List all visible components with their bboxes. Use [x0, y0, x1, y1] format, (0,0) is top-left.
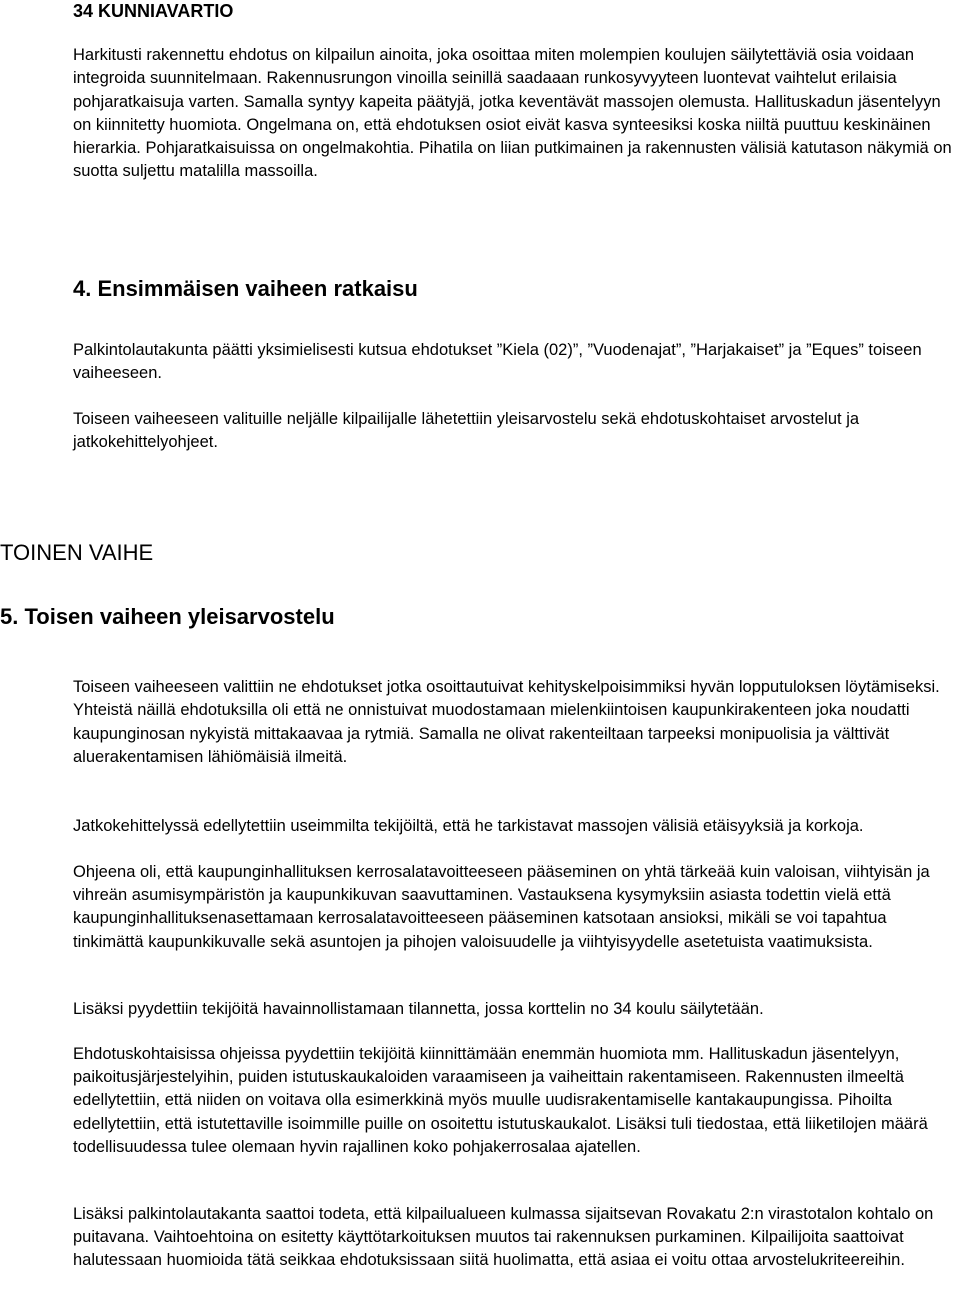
heading-section-4: 4. Ensimmäisen vaiheen ratkaisu	[73, 276, 418, 301]
paragraph-section-5-school: Lisäksi pyydettiin tekijöitä havainnollistamaan tilannetta, jossa korttelin no 34 koulu säilytetään.	[73, 1000, 764, 1018]
paragraph-section-5-distances: Jatkokehittelyssä edellytettiin useimmilta tekijöiltä, että he tarkistavat massojen välisiä etäisyyksiä ja korkoja.	[73, 817, 864, 835]
heading-proposal-34: 34 KUNNIAVARTIO	[73, 1, 234, 21]
paragraph-section-5-selection: Toiseen vaiheeseen valittiin ne ehdotukset jotka osoittautuivat kehityskelpoisimmiksi hyvän lopputuloksen löytämiseksi. Yhteistä näillä ehdotuksilla oli että ne onnistuivat muodostamaan mielenkiintoisen kaupunkirakenteen joka noudatti kaupunginosan nykyistä mittakaavaa ja rytmiä. Samalla ne olivat rakenteiltaan tarpeeksi monipuolisia ja välttivät aluerakentamisen lähiömäisiä ilmeitä.	[73, 678, 940, 766]
paragraph-proposal-34-review: Harkitusti rakennettu ehdotus on kilpailun ainoita, joka osoittaa miten molempien koulujen säilytettäviä osia voidaan integroida suunnitelmaan. Rakennusrungon vinoilla seinillä saadaaan runkosyvyyteen luontevat vaihtelut erilaisia pohjaratkaisuja varten. Samalla syntyy kapeita päätyjä, jotka keventävät massojen olemusta. Hallituskadun jäsentelyyn on kiinnitetty huomiota. Ongelmana on, että ehdotuksen osiot eivät kasva synteesiksi koska niiltä puuttuu keskinäinen hierarkia. Pohjaratkaisuissa on ongelmakohtia. Pihatila on liian putkimainen ja rakennusten välisiä katutason näkymiä on suotta suljettu matalilla massoilla.	[73, 46, 952, 181]
paragraph-section-5-instructions: Ohjeena oli, että kaupunginhallituksen kerrosalatavoitteeseen pääseminen on yhtä tärkeää kuin valoisan, viihtyisän ja vihreän asumisympäristön ja kaupunkikuvan saavuttaminen. Vastauksena kysymyksiin asiasta todettin vielä että kaupunginhallituksenasettamaan kerrosalatavoitteeseen pääseminen katsotaan ansioksi, mikäli se voi tapahtua tinkimättä kaupunkikuvalle sekä asuntojen ja pihojen valoisuudelle ja viihtyisyydelle asetetuista vaatimuksista.	[73, 863, 930, 951]
heading-phase-two: TOINEN VAIHE	[0, 540, 154, 565]
paragraph-section-5-office-building: Lisäksi palkintolautakanta saattoi todeta, että kilpailualueen kulmassa sijaitsevan Rovakatu 2:n virastotalon kohtalo on puitavana. Vaihtoehtoina on esitetty käyttötarkoituksen muutos tai rakennuksen purkaminen. Kilpailijoita saattoivat halutessaan huomioida tätä seikkaa ehdotuksissaan siitä huolimatta, että asiaa ei voitu ottaa arvostelukriteereihin.	[73, 1205, 934, 1270]
paragraph-section-5-specific: Ehdotuskohtaisissa ohjeissa pyydettiin tekijöitä kiinnittämään enemmän huomiota mm. Hallituskadun jäsentelyyn, paikoitusjärjestelyihin, puiden istutuskaukaloiden varaamiseen ja vaiheittain rakentamiseen. Rakennusten ilmeeltä edellytettiin, että niiden on voitava olla esimerkkinä myös muulle uudisrakentamiselle kantakaupungissa. Pihoilta edellytettiin, että istutettaville isoimmille puille on osoitettu istutuskaukalot. Lisäksi tuli tiedostaa, että liiketilojen määrä todellisuudessa tulee olemaan hyvin rajallinen koko pohjakerrosalaa ajatellen.	[73, 1045, 928, 1156]
paragraph-section-4-feedback: Toiseen vaiheeseen valituille neljälle kilpailijalle lähetettiin yleisarvostelu sekä ehdotuskohtaiset arvostelut ja jatkokehittelyohjeet.	[73, 410, 860, 452]
paragraph-section-4-decision: Palkintolautakunta päätti yksimielisesti kutsua ehdotukset ”Kiela (02)”, ”Vuodenajat”, ”Harjakaiset” ja ”Eques” toiseen vaiheeseen.	[73, 341, 922, 383]
heading-section-5: 5. Toisen vaiheen yleisarvostelu	[0, 604, 335, 629]
